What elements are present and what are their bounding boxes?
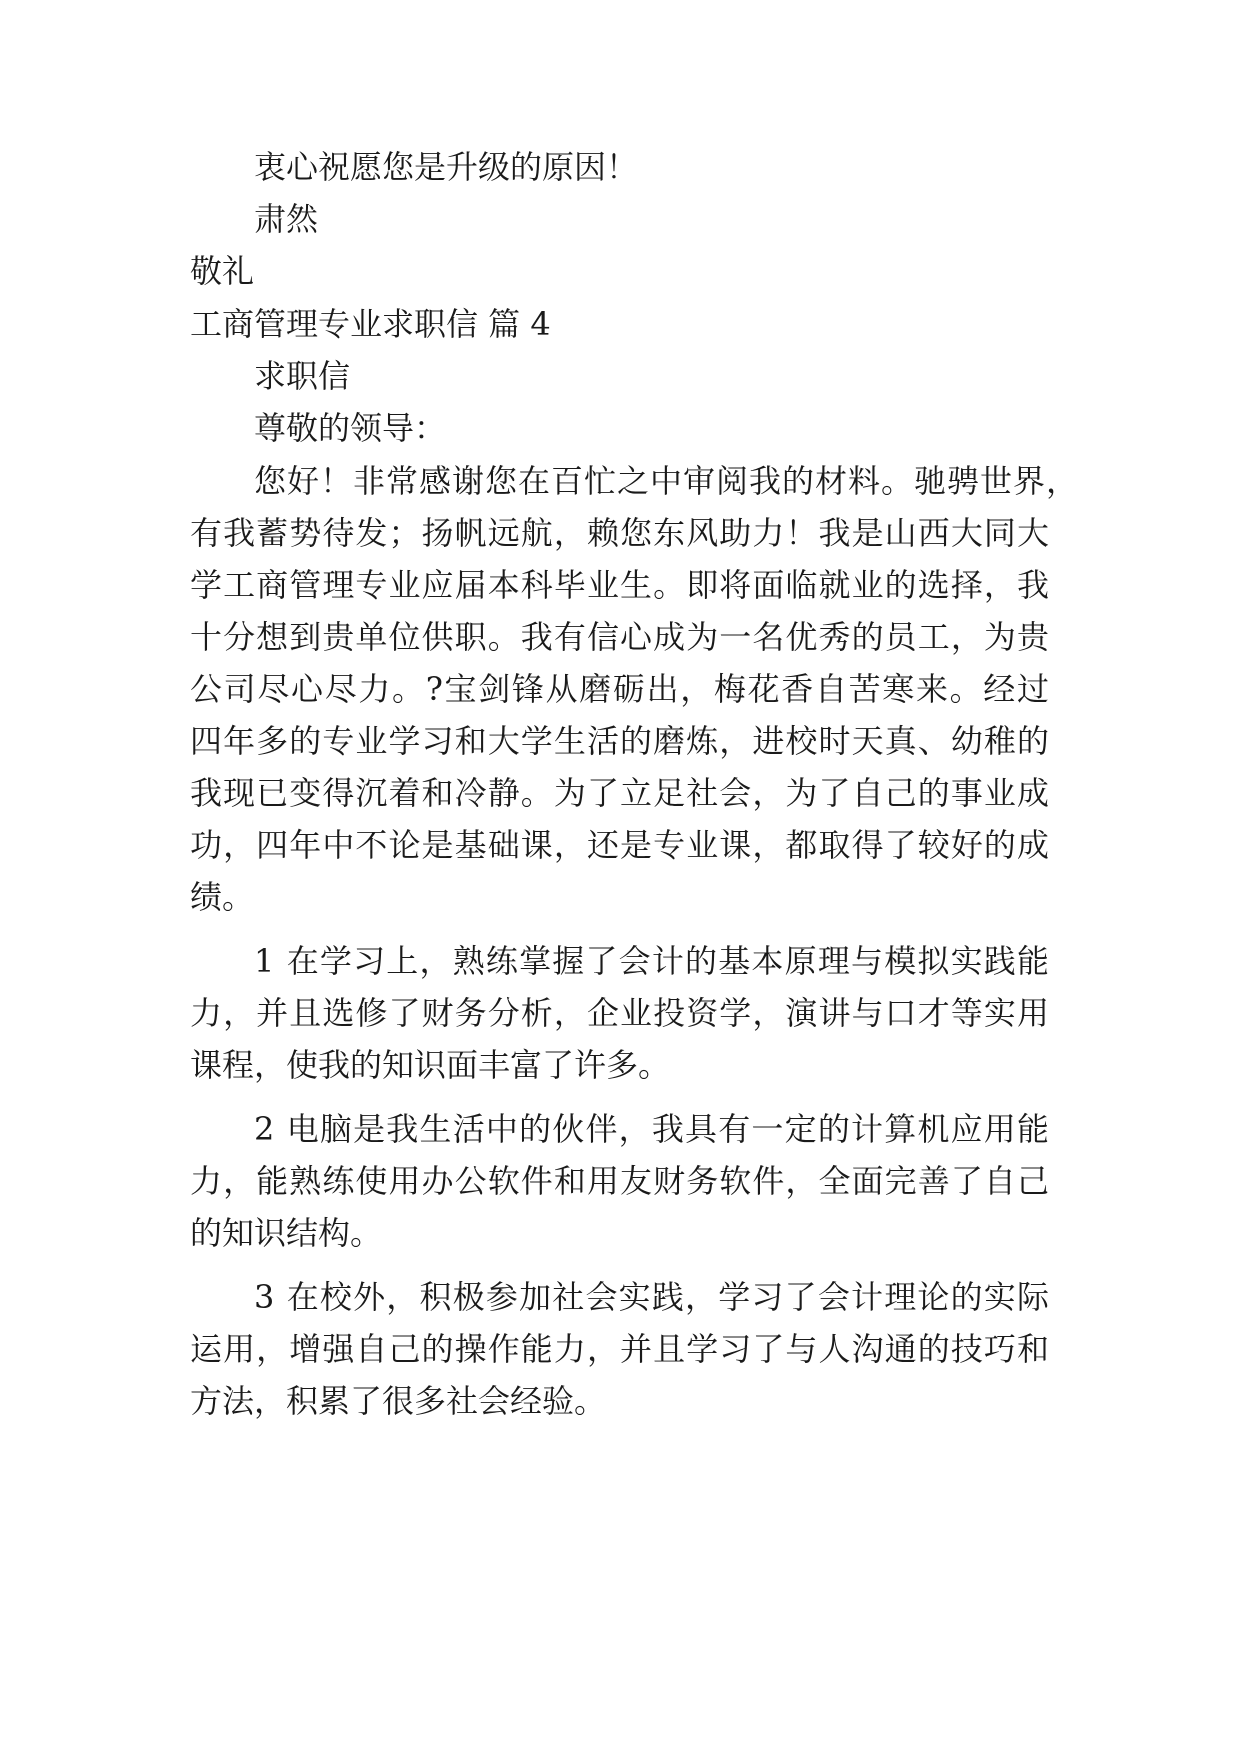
paragraph-line: 您好！非常感谢您在百忙之中审阅我的材料。驰骋世界， [254, 462, 1080, 500]
closing-wish: 衷心祝愿您是升级的原因！ [254, 148, 639, 186]
paragraph-line: 十分想到贵单位供职。我有信心成为一名优秀的员工，为贵 [190, 618, 1050, 656]
paragraph-line: 有我蓄势待发；扬帆远航，赖您东风助力！我是山西大同大 [190, 514, 1050, 552]
paragraph-line: 力，能熟练使用办公软件和用友财务软件，全面完善了自己 [190, 1162, 1050, 1200]
paragraph-line: 2 电脑是我生活中的伙伴，我具有一定的计算机应用能 [254, 1110, 1050, 1148]
letter-title: 求职信 [254, 357, 351, 395]
paragraph-line: 的知识结构。 [190, 1214, 383, 1252]
paragraph-line: 课程，使我的知识面丰富了许多。 [190, 1046, 671, 1084]
paragraph-line: 3 在校外，积极参加社会实践，学习了会计理论的实际 [254, 1278, 1050, 1316]
paragraph-line: 1 在学习上，熟练掌握了会计的基本原理与模拟实践能 [254, 942, 1050, 980]
paragraph-line: 功，四年中不论是基础课，还是专业课，都取得了较好的成 [190, 826, 1050, 864]
salutation: 尊敬的领导： [254, 409, 447, 447]
closing-respect: 肃然 [254, 200, 319, 238]
paragraph-line: 绩。 [190, 878, 255, 916]
paragraph-line: 公司尽心尽力。?宝剑锋从磨砺出，梅花香自苦寒来。经过 [190, 670, 1050, 708]
paragraph-line: 四年多的专业学习和大学生活的磨炼，进校时天真、幼稚的 [190, 722, 1050, 760]
paragraph-line: 运用，增强自己的操作能力，并且学习了与人沟通的技巧和 [190, 1330, 1050, 1368]
paragraph-line: 力，并且选修了财务分析，企业投资学，演讲与口才等实用 [190, 994, 1050, 1032]
paragraph-line: 我现已变得沉着和冷静。为了立足社会，为了自己的事业成 [190, 774, 1050, 812]
closing-salute: 敬礼 [190, 252, 255, 290]
paragraph-line: 学工商管理专业应届本科毕业生。即将面临就业的选择，我 [190, 566, 1050, 604]
paragraph-line: 方法，积累了很多社会经验。 [190, 1382, 607, 1420]
section-heading: 工商管理专业求职信 篇 4 [190, 305, 551, 343]
